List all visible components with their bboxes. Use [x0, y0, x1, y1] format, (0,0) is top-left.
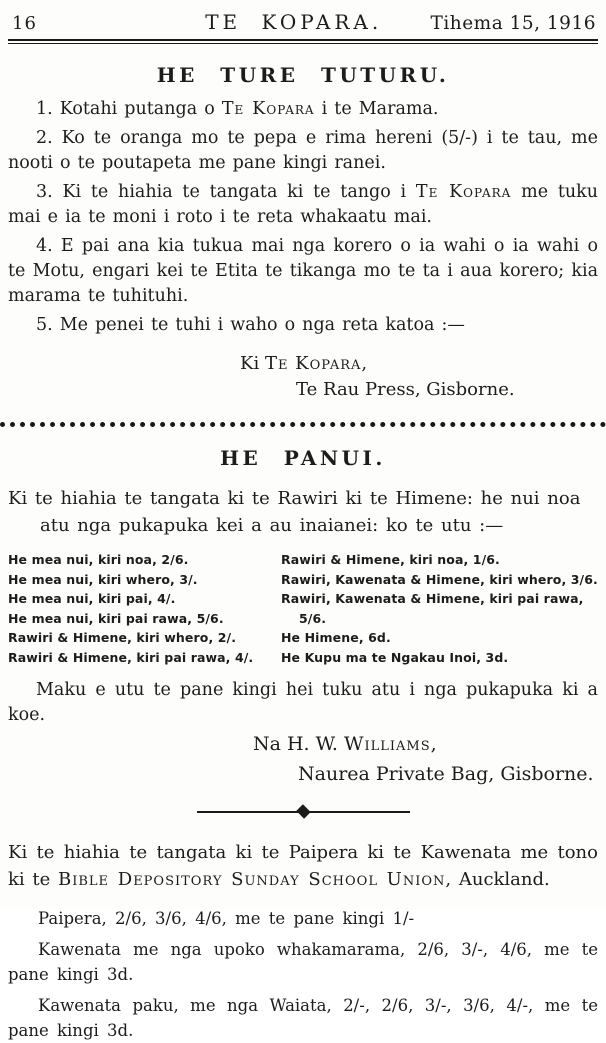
price-item: He mea nui, kiri noa, 2/6.	[8, 552, 189, 567]
section-heading-ture: HE TURE TUTURU.	[156, 63, 450, 87]
price-item: He Kupu ma te Ngakau Inoi, 3d.	[281, 649, 509, 665]
bible-price-line-2: Kawenata me nga upoko whakamarama, 2/6, 3/-, 4/6, me te pane kingi 3d.	[8, 940, 598, 984]
postal-address-block	[8, 351, 598, 403]
price-list	[8, 550, 598, 667]
rule-item-2: 2. Ko te oranga mo te pepa e rima hereni (5/-) i te tau, me nooti o te poutapeta me pane kingi ranei.	[8, 128, 598, 173]
divider-line-left	[197, 811, 299, 813]
rule-item-5: 5. Me penei te tuhi i waho o nga reta katoa :—	[36, 315, 465, 335]
price-item: He mea nui, kiri pai, 4/.	[8, 591, 176, 606]
price-item: Rawiri & Himene, kiri noa, 1/6.	[281, 552, 500, 567]
price-item: He mea nui, kiri pai rawa, 5/6.	[8, 610, 224, 626]
price-item: Rawiri & Himene, kiri whero, 2/.	[8, 630, 237, 645]
signature-address: Naurea Private Bag, Gisborne.	[298, 763, 594, 785]
address-line-2: Te Rau Press, Gisborne.	[296, 379, 515, 400]
header-double-rule	[8, 39, 598, 44]
diamond-ornament	[296, 804, 310, 818]
price-item: He mea nui, kiri whero, 3/.	[8, 571, 198, 587]
price-item: Rawiri, Kawenata & Himene, kiri whero, 3/6.	[281, 571, 598, 587]
price-list-right-column	[281, 550, 598, 667]
address-line-1: Ki Te Kopara,	[240, 353, 368, 374]
running-head	[8, 8, 598, 34]
bible-price-line-3: Kawenata paku, me nga Waiata, 2/-, 2/6, 3/-, 3/6, 4/-, me te pane kingi 3d.	[8, 996, 598, 1040]
rules-list	[8, 97, 598, 338]
price-item: He Himene, 6d.	[281, 630, 391, 645]
divider-line-right	[308, 811, 410, 813]
rule-item-4: 4. E pai ana kia tukua mai nga korero o ia wahi o ia wahi o te Motu, engari kei te Etita te tikanga mo te ta i aua korero; kia marama te tuhituhi.	[8, 236, 598, 306]
page-number: 16	[12, 13, 37, 34]
price-item-wrapped: 5/6.	[299, 610, 327, 626]
price-item: Rawiri & Himene, kiri pai rawa, 4/.	[8, 649, 254, 665]
price-item: Rawiri, Kawenata & Himene, kiri pai rawa,	[281, 591, 584, 606]
diamond-divider	[8, 805, 598, 818]
rule-item-1: 1. Kotahi putanga o Te Kopara i te Marama.	[36, 99, 439, 119]
beaded-rule-divider	[0, 422, 606, 427]
masthead-title: TE KOPARA.	[205, 10, 383, 34]
issue-date: Tihema 15, 1916	[430, 13, 596, 34]
signature: Na H. W. Williams,	[253, 733, 437, 755]
bible-price-line-1: Paipera, 2/6, 3/6, 4/6, me te pane kingi 1/-	[38, 909, 415, 928]
section-heading-panui: HE PANUI.	[220, 446, 386, 470]
rule-item-3: 3. Ki te hiahia te tangata ki te tango i Te Kopara me tuku mai e ia te moni i roto i te reta whakaatu mai.	[8, 182, 598, 227]
panui-intro: Ki te hiahia te tangata ki te Rawiri ki te Himene: he nui noa atu nga pukapuka kei a au inaianei: ko te utu :—	[8, 488, 581, 536]
postage-note: Maku e utu te pane kingi hei tuku atu i nga pukapuka ki a koe.	[8, 680, 598, 725]
price-list-left-column	[8, 550, 281, 667]
bible-intro: Ki te hiahia te tangata ki te Paipera ki te Kawenata me tono ki te Bible Depository Sunday School Union, Auckland.	[8, 842, 598, 890]
